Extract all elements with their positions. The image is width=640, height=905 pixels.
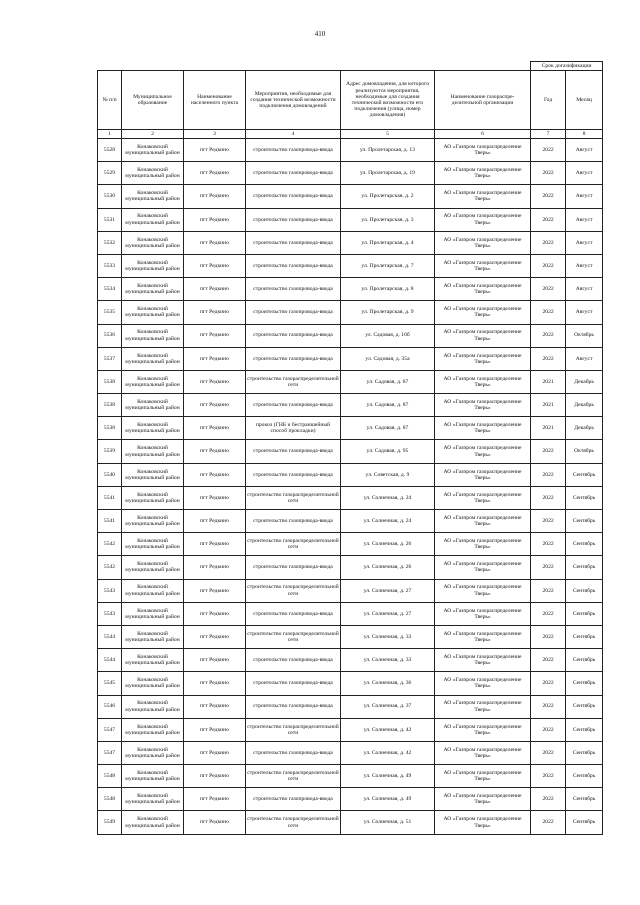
cell-number: 5543 [98, 579, 122, 602]
cell-organization: АО «Газпром газораспределение Тверь» [435, 672, 531, 695]
cell-number: 5547 [98, 741, 122, 764]
table-row [98, 741, 603, 764]
cell-settlement: пгт Редкино [184, 718, 246, 741]
cell-address: ул. Советская, д. 9 [341, 463, 435, 486]
header-settlement: Наименование населенного пункта [184, 71, 246, 130]
cell-activity: строительство газопровода-ввода [246, 185, 341, 208]
cell-activity: строительство газопровода-ввода [246, 301, 341, 324]
cell-number: 5536 [98, 324, 122, 347]
cell-month: Сентябрь [566, 556, 603, 579]
table-row [98, 324, 603, 347]
cell-activity: строительство газопровода-ввода [246, 695, 341, 718]
cell-settlement: пгт Редкино [184, 185, 246, 208]
cell-organization: АО «Газпром газораспределение Тверь» [435, 602, 531, 625]
cell-month: Сентябрь [566, 718, 603, 741]
cell-year: 2022 [531, 556, 566, 579]
cell-settlement: пгт Редкино [184, 602, 246, 625]
page-number: 410 [314, 30, 326, 38]
cell-settlement: пгт Редкино [184, 324, 246, 347]
cell-activity: строительство газораспределительной сети [246, 579, 341, 602]
cell-activity: строительство газопровода-ввода [246, 510, 341, 533]
cell-settlement: пгт Редкино [184, 254, 246, 277]
cell-number: 5534 [98, 278, 122, 301]
header-address: Адрес домовладения, для которого реализуются мероприятия, необходимые для создания технической возможности его подключения (улица, номер домовладения) [341, 71, 435, 130]
cell-organization: АО «Газпром газораспределение Тверь» [435, 370, 531, 393]
cell-month: Декабрь [566, 417, 603, 440]
cell-number: 5549 [98, 811, 122, 834]
table-row [98, 208, 603, 231]
cell-month: Август [566, 208, 603, 231]
cell-number: 5546 [98, 695, 122, 718]
cell-municipality: Конаковский муниципальный район [122, 602, 184, 625]
table-row [98, 440, 603, 463]
column-number: 1 [98, 130, 122, 139]
cell-activity: прокол (ГНБ и бестраншейный способ прокладки) [246, 417, 341, 440]
cell-organization: АО «Газпром газораспределение Тверь» [435, 463, 531, 486]
cell-address: ул. Пролетарская, д. 19 [341, 162, 435, 185]
cell-organization: АО «Газпром газораспределение Тверь» [435, 139, 531, 162]
cell-activity: строительство газораспределительной сети [246, 718, 341, 741]
cell-month: Сентябрь [566, 741, 603, 764]
cell-organization: АО «Газпром газораспределение Тверь» [435, 649, 531, 672]
cell-year: 2022 [531, 139, 566, 162]
cell-number: 5542 [98, 533, 122, 556]
cell-month: Август [566, 139, 603, 162]
cell-activity: строительство газопровода-ввода [246, 394, 341, 417]
cell-address: ул. Садовая, д. 35а [341, 347, 435, 370]
table-row [98, 602, 603, 625]
cell-activity: строительство газопровода-ввода [246, 278, 341, 301]
header-deadline-group: Срок догазификации [531, 62, 603, 71]
cell-year: 2022 [531, 301, 566, 324]
cell-municipality: Конаковский муниципальный район [122, 486, 184, 509]
cell-number: 5542 [98, 556, 122, 579]
cell-settlement: пгт Редкино [184, 765, 246, 788]
cell-number: 5547 [98, 718, 122, 741]
cell-address: ул. Садовая, д. 16б [341, 324, 435, 347]
cell-month: Сентябрь [566, 510, 603, 533]
cell-settlement: пгт Редкино [184, 139, 246, 162]
cell-municipality: Конаковский муниципальный район [122, 649, 184, 672]
cell-organization: АО «Газпром газораспределение Тверь» [435, 741, 531, 764]
cell-month: Сентябрь [566, 463, 603, 486]
cell-number: 5541 [98, 486, 122, 509]
table-row [98, 765, 603, 788]
cell-year: 2021 [531, 394, 566, 417]
cell-month: Сентябрь [566, 486, 603, 509]
cell-organization: АО «Газпром газораспределение Тверь» [435, 765, 531, 788]
cell-activity: строительство газопровода-ввода [246, 556, 341, 579]
cell-address: ул. Пролетарская, д. 7 [341, 254, 435, 277]
table-row [98, 162, 603, 185]
cell-organization: АО «Газпром газораспределение Тверь» [435, 510, 531, 533]
cell-number: 5528 [98, 139, 122, 162]
table-row [98, 278, 603, 301]
cell-activity: строительство газопровода-ввода [246, 231, 341, 254]
cell-organization: АО «Газпром газораспределение Тверь» [435, 162, 531, 185]
cell-address: ул. Солнечная, д. 24 [341, 510, 435, 533]
cell-settlement: пгт Редкино [184, 649, 246, 672]
cell-settlement: пгт Редкино [184, 486, 246, 509]
column-number: 8 [566, 130, 603, 139]
cell-month: Август [566, 231, 603, 254]
cell-month: Сентябрь [566, 649, 603, 672]
column-number: 2 [122, 130, 184, 139]
cell-address: ул. Солнечная, д. 24 [341, 486, 435, 509]
cell-settlement: пгт Редкино [184, 625, 246, 648]
cell-month: Октябрь [566, 324, 603, 347]
cell-year: 2022 [531, 625, 566, 648]
cell-organization: АО «Газпром газораспределение Тверь» [435, 231, 531, 254]
cell-number: 5538 [98, 394, 122, 417]
cell-month: Сентябрь [566, 602, 603, 625]
cell-month: Сентябрь [566, 811, 603, 834]
cell-municipality: Конаковский муниципальный район [122, 440, 184, 463]
cell-municipality: Конаковский муниципальный район [122, 370, 184, 393]
cell-activity: строительство газопровода-ввода [246, 139, 341, 162]
cell-month: Август [566, 301, 603, 324]
header-no: № п/п [98, 71, 122, 130]
cell-activity: строительство газопровода-ввода [246, 347, 341, 370]
cell-settlement: пгт Редкино [184, 556, 246, 579]
cell-year: 2022 [531, 324, 566, 347]
cell-month: Сентябрь [566, 788, 603, 811]
cell-number: 5544 [98, 625, 122, 648]
cell-number: 5543 [98, 602, 122, 625]
table-row [98, 556, 603, 579]
cell-address: ул. Садовая, д. 95 [341, 440, 435, 463]
cell-year: 2021 [531, 417, 566, 440]
cell-activity: строительство газопровода-ввода [246, 440, 341, 463]
cell-number: 5548 [98, 788, 122, 811]
cell-activity: строительство газопровода-ввода [246, 463, 341, 486]
column-number: 7 [531, 130, 566, 139]
table-row [98, 254, 603, 277]
cell-address: ул. Солнечная, д. 33 [341, 649, 435, 672]
cell-organization: АО «Газпром газораспределение Тверь» [435, 185, 531, 208]
cell-address: ул. Солнечная, д. 26 [341, 556, 435, 579]
cell-number: 5532 [98, 231, 122, 254]
table-row [98, 811, 603, 834]
cell-settlement: пгт Редкино [184, 533, 246, 556]
cell-activity: строительство газопровода-ввода [246, 672, 341, 695]
cell-settlement: пгт Редкино [184, 417, 246, 440]
column-number: 4 [246, 130, 341, 139]
cell-municipality: Конаковский муниципальный район [122, 811, 184, 834]
cell-year: 2022 [531, 440, 566, 463]
cell-organization: АО «Газпром газораспределение Тверь» [435, 625, 531, 648]
cell-address: ул. Солнечная, д. 33 [341, 625, 435, 648]
cell-year: 2022 [531, 788, 566, 811]
cell-month: Август [566, 162, 603, 185]
cell-municipality: Конаковский муниципальный район [122, 625, 184, 648]
cell-year: 2022 [531, 602, 566, 625]
table-row [98, 533, 603, 556]
header-month: Месяц [566, 71, 603, 130]
cell-number: 5541 [98, 510, 122, 533]
table-row [98, 347, 603, 370]
cell-month: Сентябрь [566, 672, 603, 695]
table-row [98, 463, 603, 486]
cell-organization: АО «Газпром газораспределение Тверь» [435, 579, 531, 602]
cell-organization: АО «Газпром газораспределение Тверь» [435, 301, 531, 324]
cell-organization: АО «Газпром газораспределение Тверь» [435, 254, 531, 277]
cell-organization: АО «Газпром газораспределение Тверь» [435, 533, 531, 556]
cell-settlement: пгт Редкино [184, 278, 246, 301]
cell-month: Октябрь [566, 440, 603, 463]
cell-municipality: Конаковский муниципальный район [122, 695, 184, 718]
cell-settlement: пгт Редкино [184, 695, 246, 718]
cell-organization: АО «Газпром газораспределение Тверь» [435, 347, 531, 370]
table-row [98, 510, 603, 533]
cell-settlement: пгт Редкино [184, 440, 246, 463]
table-row [98, 139, 603, 162]
cell-number: 5539 [98, 440, 122, 463]
cell-municipality: Конаковский муниципальный район [122, 718, 184, 741]
cell-municipality: Конаковский муниципальный район [122, 278, 184, 301]
cell-settlement: пгт Редкино [184, 788, 246, 811]
cell-address: ул. Солнечная, д. 42 [341, 741, 435, 764]
cell-month: Сентябрь [566, 533, 603, 556]
cell-year: 2022 [531, 695, 566, 718]
cell-year: 2022 [531, 579, 566, 602]
cell-year: 2022 [531, 185, 566, 208]
cell-year: 2022 [531, 811, 566, 834]
cell-year: 2022 [531, 718, 566, 741]
header-year: Год [531, 71, 566, 130]
cell-year: 2022 [531, 254, 566, 277]
cell-municipality: Конаковский муниципальный район [122, 347, 184, 370]
cell-number: 5540 [98, 463, 122, 486]
column-number: 3 [184, 130, 246, 139]
cell-municipality: Конаковский муниципальный район [122, 324, 184, 347]
table-row [98, 695, 603, 718]
cell-organization: АО «Газпром газораспределение Тверь» [435, 278, 531, 301]
cell-number: 5531 [98, 208, 122, 231]
cell-settlement: пгт Редкино [184, 510, 246, 533]
cell-number: 5537 [98, 347, 122, 370]
cell-address: ул. Солнечная, д. 27 [341, 602, 435, 625]
cell-address: ул. Пролетарская, д. 4 [341, 231, 435, 254]
cell-year: 2022 [531, 510, 566, 533]
cell-settlement: пгт Редкино [184, 231, 246, 254]
cell-organization: АО «Газпром газораспределение Тверь» [435, 695, 531, 718]
cell-month: Декабрь [566, 370, 603, 393]
cell-settlement: пгт Редкино [184, 208, 246, 231]
cell-settlement: пгт Редкино [184, 162, 246, 185]
cell-settlement: пгт Редкино [184, 347, 246, 370]
cell-year: 2022 [531, 278, 566, 301]
cell-activity: строительство газопровода-ввода [246, 208, 341, 231]
cell-year: 2022 [531, 162, 566, 185]
cell-number: 5529 [98, 162, 122, 185]
cell-settlement: пгт Редкино [184, 301, 246, 324]
table-row [98, 231, 603, 254]
cell-settlement: пгт Редкино [184, 672, 246, 695]
cell-month: Август [566, 254, 603, 277]
cell-address: ул. Пролетарская, д. 3 [341, 208, 435, 231]
cell-address: ул. Садовая, д. 87 [341, 370, 435, 393]
cell-activity: строительство газопровода-ввода [246, 324, 341, 347]
cell-organization: АО «Газпром газораспределение Тверь» [435, 486, 531, 509]
cell-settlement: пгт Редкино [184, 394, 246, 417]
cell-year: 2022 [531, 649, 566, 672]
cell-address: ул. Солнечная, д. 51 [341, 811, 435, 834]
cell-organization: АО «Газпром газораспределение Тверь» [435, 394, 531, 417]
cell-year: 2022 [531, 741, 566, 764]
cell-year: 2022 [531, 463, 566, 486]
table-row [98, 301, 603, 324]
cell-municipality: Конаковский муниципальный район [122, 765, 184, 788]
cell-organization: АО «Газпром газораспределение Тверь» [435, 208, 531, 231]
cell-address: ул. Пролетарская, д. 8 [341, 278, 435, 301]
cell-address: ул. Солнечная, д. 36 [341, 672, 435, 695]
cell-address: ул. Солнечная, д. 26 [341, 533, 435, 556]
cell-activity: строительство газопровода-ввода [246, 602, 341, 625]
cell-month: Декабрь [566, 394, 603, 417]
table-row [98, 625, 603, 648]
header-spacer [98, 62, 531, 71]
cell-organization: АО «Газпром газораспределение Тверь» [435, 811, 531, 834]
gasification-schedule-table [97, 61, 603, 835]
cell-municipality: Конаковский муниципальный район [122, 139, 184, 162]
table-row [98, 672, 603, 695]
cell-address: ул. Пролетарская, д. 9 [341, 301, 435, 324]
cell-municipality: Конаковский муниципальный район [122, 231, 184, 254]
cell-number: 5535 [98, 301, 122, 324]
cell-year: 2022 [531, 347, 566, 370]
cell-year: 2022 [531, 208, 566, 231]
cell-address: ул. Солнечная, д. 37 [341, 695, 435, 718]
cell-address: ул. Солнечная, д. 42 [341, 718, 435, 741]
header-organization: Наименование газораспре-делительной организации [435, 71, 531, 130]
cell-settlement: пгт Редкино [184, 579, 246, 602]
cell-activity: строительство газораспределительной сети [246, 765, 341, 788]
cell-month: Сентябрь [566, 625, 603, 648]
cell-municipality: Конаковский муниципальный район [122, 463, 184, 486]
table-row [98, 579, 603, 602]
cell-address: ул. Садовая, д. 87 [341, 394, 435, 417]
header-municipality: Муниципальное образование [122, 71, 184, 130]
cell-year: 2022 [531, 765, 566, 788]
cell-number: 5545 [98, 672, 122, 695]
cell-organization: АО «Газпром газораспределение Тверь» [435, 417, 531, 440]
cell-month: Сентябрь [566, 695, 603, 718]
cell-address: ул. Пролетарская, д. 13 [341, 139, 435, 162]
cell-organization: АО «Газпром газораспределение Тверь» [435, 718, 531, 741]
cell-municipality: Конаковский муниципальный район [122, 185, 184, 208]
cell-number: 5533 [98, 254, 122, 277]
cell-municipality: Конаковский муниципальный район [122, 510, 184, 533]
cell-address: ул. Пролетарская, д. 2 [341, 185, 435, 208]
cell-municipality: Конаковский муниципальный район [122, 254, 184, 277]
table-row [98, 788, 603, 811]
cell-municipality: Конаковский муниципальный район [122, 208, 184, 231]
table-row [98, 370, 603, 393]
cell-municipality: Конаковский муниципальный район [122, 162, 184, 185]
cell-municipality: Конаковский муниципальный район [122, 533, 184, 556]
cell-organization: АО «Газпром газораспределение Тверь» [435, 556, 531, 579]
table-row [98, 486, 603, 509]
cell-municipality: Конаковский муниципальный район [122, 788, 184, 811]
cell-activity: строительство газораспределительной сети [246, 370, 341, 393]
cell-activity: строительство газораспределительной сети [246, 486, 341, 509]
cell-activity: строительство газопровода-ввода [246, 788, 341, 811]
cell-municipality: Конаковский муниципальный район [122, 301, 184, 324]
cell-municipality: Конаковский муниципальный район [122, 394, 184, 417]
cell-year: 2022 [531, 231, 566, 254]
cell-month: Август [566, 185, 603, 208]
cell-number: 5538 [98, 370, 122, 393]
cell-activity: строительство газопровода-ввода [246, 162, 341, 185]
cell-year: 2021 [531, 370, 566, 393]
cell-activity: строительство газораспределительной сети [246, 811, 341, 834]
cell-year: 2022 [531, 672, 566, 695]
header-activity: Мероприятия, необходимые для создания технической возможности подключения домовладений [246, 71, 341, 130]
table-row [98, 417, 603, 440]
cell-settlement: пгт Редкино [184, 370, 246, 393]
cell-activity: строительство газораспределительной сети [246, 625, 341, 648]
table-body [98, 139, 603, 835]
cell-number: 5530 [98, 185, 122, 208]
cell-settlement: пгт Редкино [184, 811, 246, 834]
column-number: 6 [435, 130, 531, 139]
cell-municipality: Конаковский муниципальный район [122, 741, 184, 764]
cell-number: 5538 [98, 417, 122, 440]
column-number: 5 [341, 130, 435, 139]
cell-settlement: пгт Редкино [184, 741, 246, 764]
cell-municipality: Конаковский муниципальный район [122, 672, 184, 695]
table-row [98, 649, 603, 672]
cell-settlement: пгт Редкино [184, 463, 246, 486]
cell-activity: строительство газопровода-ввода [246, 254, 341, 277]
cell-number: 5548 [98, 765, 122, 788]
cell-municipality: Конаковский муниципальный район [122, 417, 184, 440]
cell-address: ул. Солнечная, д. 27 [341, 579, 435, 602]
cell-organization: АО «Газпром газораспределение Тверь» [435, 324, 531, 347]
cell-municipality: Конаковский муниципальный район [122, 556, 184, 579]
cell-month: Сентябрь [566, 765, 603, 788]
cell-year: 2022 [531, 486, 566, 509]
cell-month: Август [566, 278, 603, 301]
cell-month: Сентябрь [566, 579, 603, 602]
table-row [98, 718, 603, 741]
cell-municipality: Конаковский муниципальный район [122, 579, 184, 602]
cell-month: Август [566, 347, 603, 370]
cell-number: 5544 [98, 649, 122, 672]
cell-year: 2022 [531, 533, 566, 556]
cell-address: ул. Солнечная, д. 49 [341, 765, 435, 788]
cell-activity: строительство газопровода-ввода [246, 649, 341, 672]
cell-organization: АО «Газпром газораспределение Тверь» [435, 440, 531, 463]
table-row [98, 185, 603, 208]
table-row [98, 394, 603, 417]
cell-address: ул. Садовая, д. 87 [341, 417, 435, 440]
cell-address: ул. Солнечная, д. 49 [341, 788, 435, 811]
cell-organization: АО «Газпром газораспределение Тверь» [435, 788, 531, 811]
cell-activity: строительство газопровода-ввода [246, 741, 341, 764]
cell-activity: строительство газораспределительной сети [246, 533, 341, 556]
